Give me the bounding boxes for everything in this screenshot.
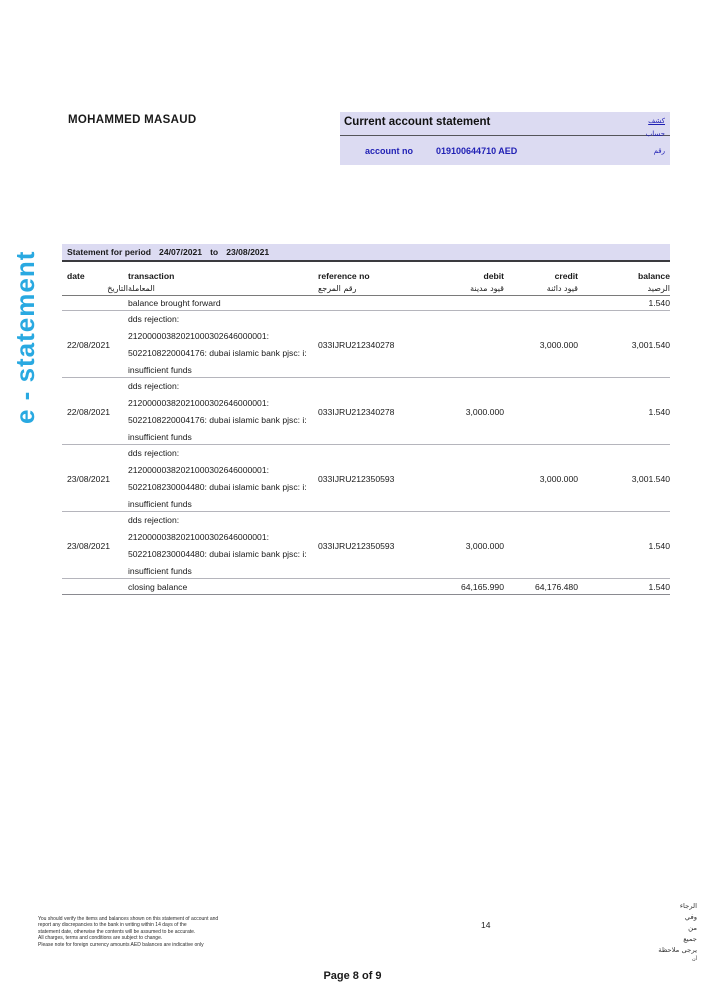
statement-title-arabic-1: كشف [648,117,665,125]
txn-description: dds rejection: 21200000382021000302646000001: 5022108220004176: dubai islamic bank pjsc: i: insufficient funds [128,381,307,442]
page-number-label: Page 8 of 9 [323,970,382,982]
period-to-date: 23/08/2021 [226,247,270,257]
footer-notice-line: report any discrepancies to the bank in writing within 14 days of the [38,922,187,929]
col-header-debit: debit قيود مدينة [470,271,504,293]
txn-reference: 033IJRU212340278 [318,340,395,350]
closing-balance-label: closing balance [128,581,188,592]
footer-arabic-line: الرجاء [679,902,697,910]
footer-arabic-line: جميع [683,935,697,943]
closing-debit-total: 64,165.990 [460,581,504,592]
col-header-reference: reference no رقم المرجع [318,271,370,293]
customer-name: MOHAMMED MASAUD [68,114,197,126]
col-header-transaction: transaction المعاملة [128,271,175,293]
txn-balance: 3,001.540 [631,474,670,484]
period-label: Statement for period [67,247,152,257]
txn-description: dds rejection: 21200000382021000302646000001: 5022108220004176: dubai islamic bank pjsc: i: insufficient funds [128,314,307,375]
closing-balance-value: 1.540 [648,581,670,592]
footer-arabic-line: من [688,924,697,932]
period-to-label: to [210,247,219,257]
table-header-row [62,266,670,296]
footer-notice-line: Please note for foreign currency amounts AED balances are indicative only [38,941,204,948]
txn-date: 23/08/2021 [67,474,111,484]
account-no-label: account no [365,146,414,156]
txn-balance: 1.540 [648,407,670,417]
txn-date: 23/08/2021 [67,541,111,551]
txn-credit: 3,000.000 [539,474,578,484]
closing-balance-row [62,579,670,595]
statement-title: Current account statement [344,116,491,128]
transaction-row [62,311,670,378]
footer-notice-line: statement date, otherwise the contents will be assumed to be accurate. [38,928,196,935]
e-statement-watermark: e - statement [10,250,40,424]
opening-balance-row [62,296,670,311]
statement-title-arabic-2: حساب [645,130,665,138]
transaction-row [62,512,670,579]
footer-arabic-line: أن [691,956,697,962]
txn-reference: 033IJRU212350593 [318,541,395,551]
statement-period-banner [62,244,670,262]
account-no-label-arabic: رقم [653,147,665,155]
account-header-box [340,112,670,165]
col-header-balance: balance الرصيد [637,271,670,293]
txn-date: 22/08/2021 [67,407,111,417]
footer-notice [38,916,283,948]
txn-description: dds rejection: 21200000382021000302646000001: 5022108230004480: dubai islamic bank pjsc: i: insufficient funds [128,448,307,509]
footer-arabic-line: يرجى ملاحظة [658,946,697,954]
txn-balance: 1.540 [648,541,670,551]
period-from-date: 24/07/2021 [159,247,203,257]
transactions-table [62,266,670,595]
txn-debit: 3,000.000 [465,541,504,551]
txn-debit: 3,000.000 [465,407,504,417]
opening-balance-label: balance brought forward [128,298,221,308]
footer-notice-line: All charges, terms and conditions are subject to change. [38,935,163,942]
col-header-date: date التاريخ [67,271,128,293]
footer-arabic-line: وفي [684,913,697,921]
txn-reference: 033IJRU212350593 [318,474,395,484]
txn-credit: 3,000.000 [539,340,578,350]
txn-reference: 033IJRU212340278 [318,407,395,417]
account-row [365,146,517,156]
sheet-number: 14 [481,920,491,930]
closing-credit-total: 64,176.480 [534,581,578,592]
transaction-row [62,445,670,512]
txn-description: dds rejection: 21200000382021000302646000001: 5022108230004480: dubai islamic bank pjsc: i: insufficient funds [128,515,307,576]
account-no-value: 019100644710 AED [436,146,518,156]
txn-date: 22/08/2021 [67,340,111,350]
transaction-row [62,378,670,445]
footer-notice-line: You should verify the items and balances shown on this statement of account and [38,916,219,922]
txn-balance: 3,001.540 [631,340,670,350]
header-divider [340,135,670,136]
col-header-credit: credit قيود دائنة [546,271,578,293]
opening-balance-value: 1.540 [648,298,670,308]
footer-arabic-notice [658,901,697,963]
